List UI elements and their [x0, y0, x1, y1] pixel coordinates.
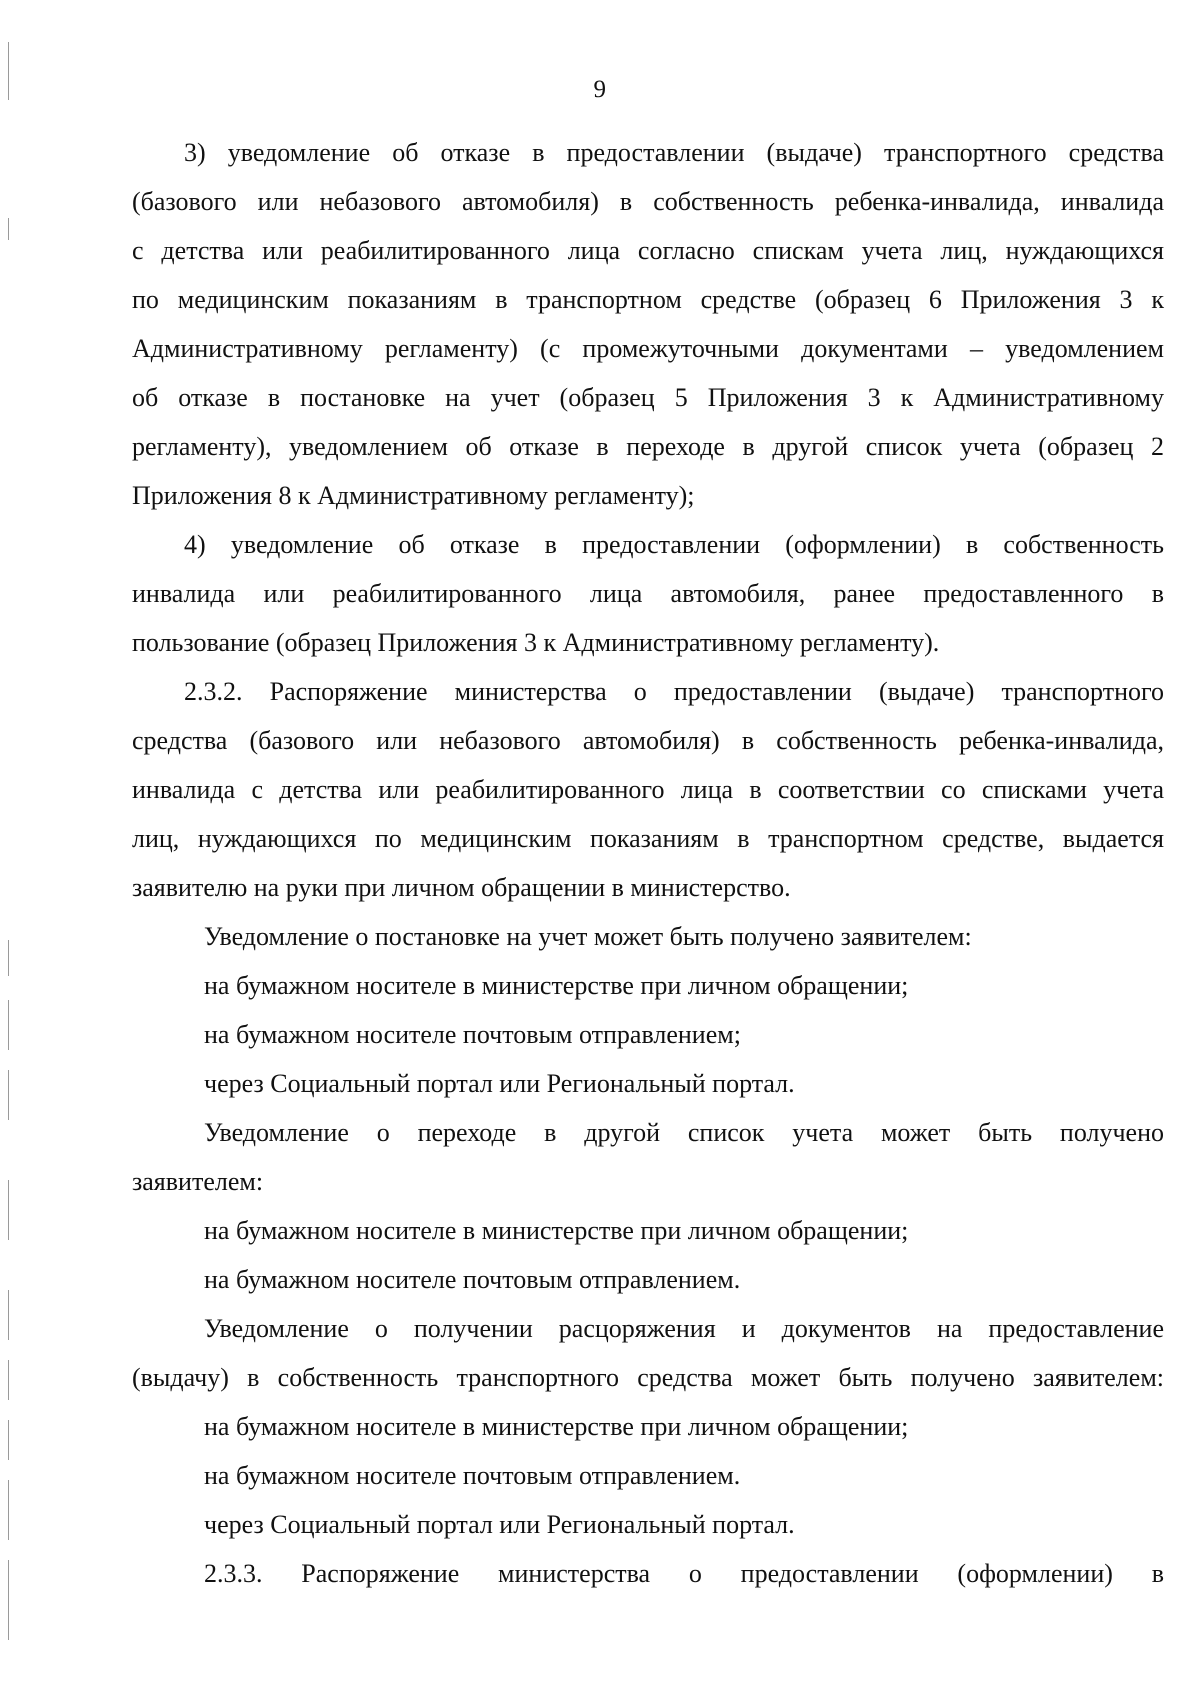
text-line: через Социальный портал или Региональный портал.	[204, 1069, 795, 1098]
scan-margin-mark	[8, 218, 9, 240]
text-line: 2.3.3. Распоряжение министерства о предоставлении (оформлении) в	[204, 1559, 1164, 1588]
text-line: с детства или реабилитированного лица согласно спискам учета лиц, нуждающихся	[132, 236, 1164, 265]
text-line: заявителю на руки при личном обращении в министерство.	[132, 873, 791, 902]
text-line: по медицинским показаниям в транспортном средстве (образец 6 Приложения 3 к	[132, 285, 1164, 314]
text-line: 2.3.2. Распоряжение министерства о предоставлении (выдаче) транспортного	[184, 677, 1164, 706]
text-line: Уведомление о переходе в другой список учета может быть получено	[204, 1118, 1164, 1147]
text-line: об отказе в постановке на учет (образец 5 Приложения 3 к Административному	[132, 383, 1164, 412]
text-line: Административному регламенту) (с промежуточными документами – уведомлением	[132, 334, 1164, 363]
scan-margin-mark	[8, 1000, 9, 1050]
text-line: регламенту), уведомлением об отказе в переходе в другой список учета (образец 2	[132, 432, 1164, 461]
text-line: 4) уведомление об отказе в предоставлении (оформлении) в собственность	[184, 530, 1164, 559]
scan-margin-mark	[8, 1480, 9, 1540]
page-number: 9	[593, 76, 607, 103]
text-line: заявителем:	[132, 1167, 264, 1196]
scan-margin-mark	[8, 1560, 9, 1640]
text-line: инвалида с детства или реабилитированного лица в соответствии со списками учета	[132, 775, 1164, 804]
text-line: на бумажном носителе почтовым отправлением.	[204, 1461, 741, 1490]
text-line: лиц, нуждающихся по медицинским показаниям в транспортном средстве, выдается	[132, 824, 1164, 853]
scan-margin-mark	[8, 1070, 9, 1120]
text-line: Приложения 8 к Административному регламенту);	[132, 481, 695, 510]
scan-margin-mark	[8, 1180, 9, 1240]
scan-margin-mark	[8, 1360, 9, 1400]
text-line: (базового или небазового автомобиля) в собственность ребенка-инвалида, инвалида	[132, 187, 1164, 216]
scan-margin-mark	[8, 940, 9, 976]
text-line: на бумажном носителе в министерстве при личном обращении;	[204, 1216, 909, 1245]
text-line: 3) уведомление об отказе в предоставлении (выдаче) транспортного средства	[184, 138, 1164, 167]
text-line: на бумажном носителе в министерстве при личном обращении;	[204, 1412, 909, 1441]
scan-margin-mark	[8, 1420, 9, 1460]
text-line: на бумажном носителе в министерстве при личном обращении;	[204, 971, 909, 1000]
text-line: Уведомление о получении расцоряжения и документов на предоставление	[204, 1314, 1164, 1343]
text-line: (выдачу) в собственность транспортного средства может быть получено заявителем:	[132, 1363, 1164, 1392]
text-line: на бумажном носителе почтовым отправлением.	[204, 1265, 741, 1294]
text-line: через Социальный портал или Региональный портал.	[204, 1510, 795, 1539]
text-line: на бумажном носителе почтовым отправлением;	[204, 1020, 741, 1049]
text-line: средства (базового или небазового автомобиля) в собственность ребенка-инвалида,	[132, 726, 1164, 755]
body-text	[132, 128, 1164, 1598]
scan-margin-mark	[8, 1290, 9, 1340]
text-line: Уведомление о постановке на учет может быть получено заявителем:	[204, 922, 972, 951]
text-line: инвалида или реабилитированного лица автомобиля, ранее предоставленного в	[132, 579, 1164, 608]
text-line: пользование (образец Приложения 3 к Административному регламенту).	[132, 628, 940, 657]
